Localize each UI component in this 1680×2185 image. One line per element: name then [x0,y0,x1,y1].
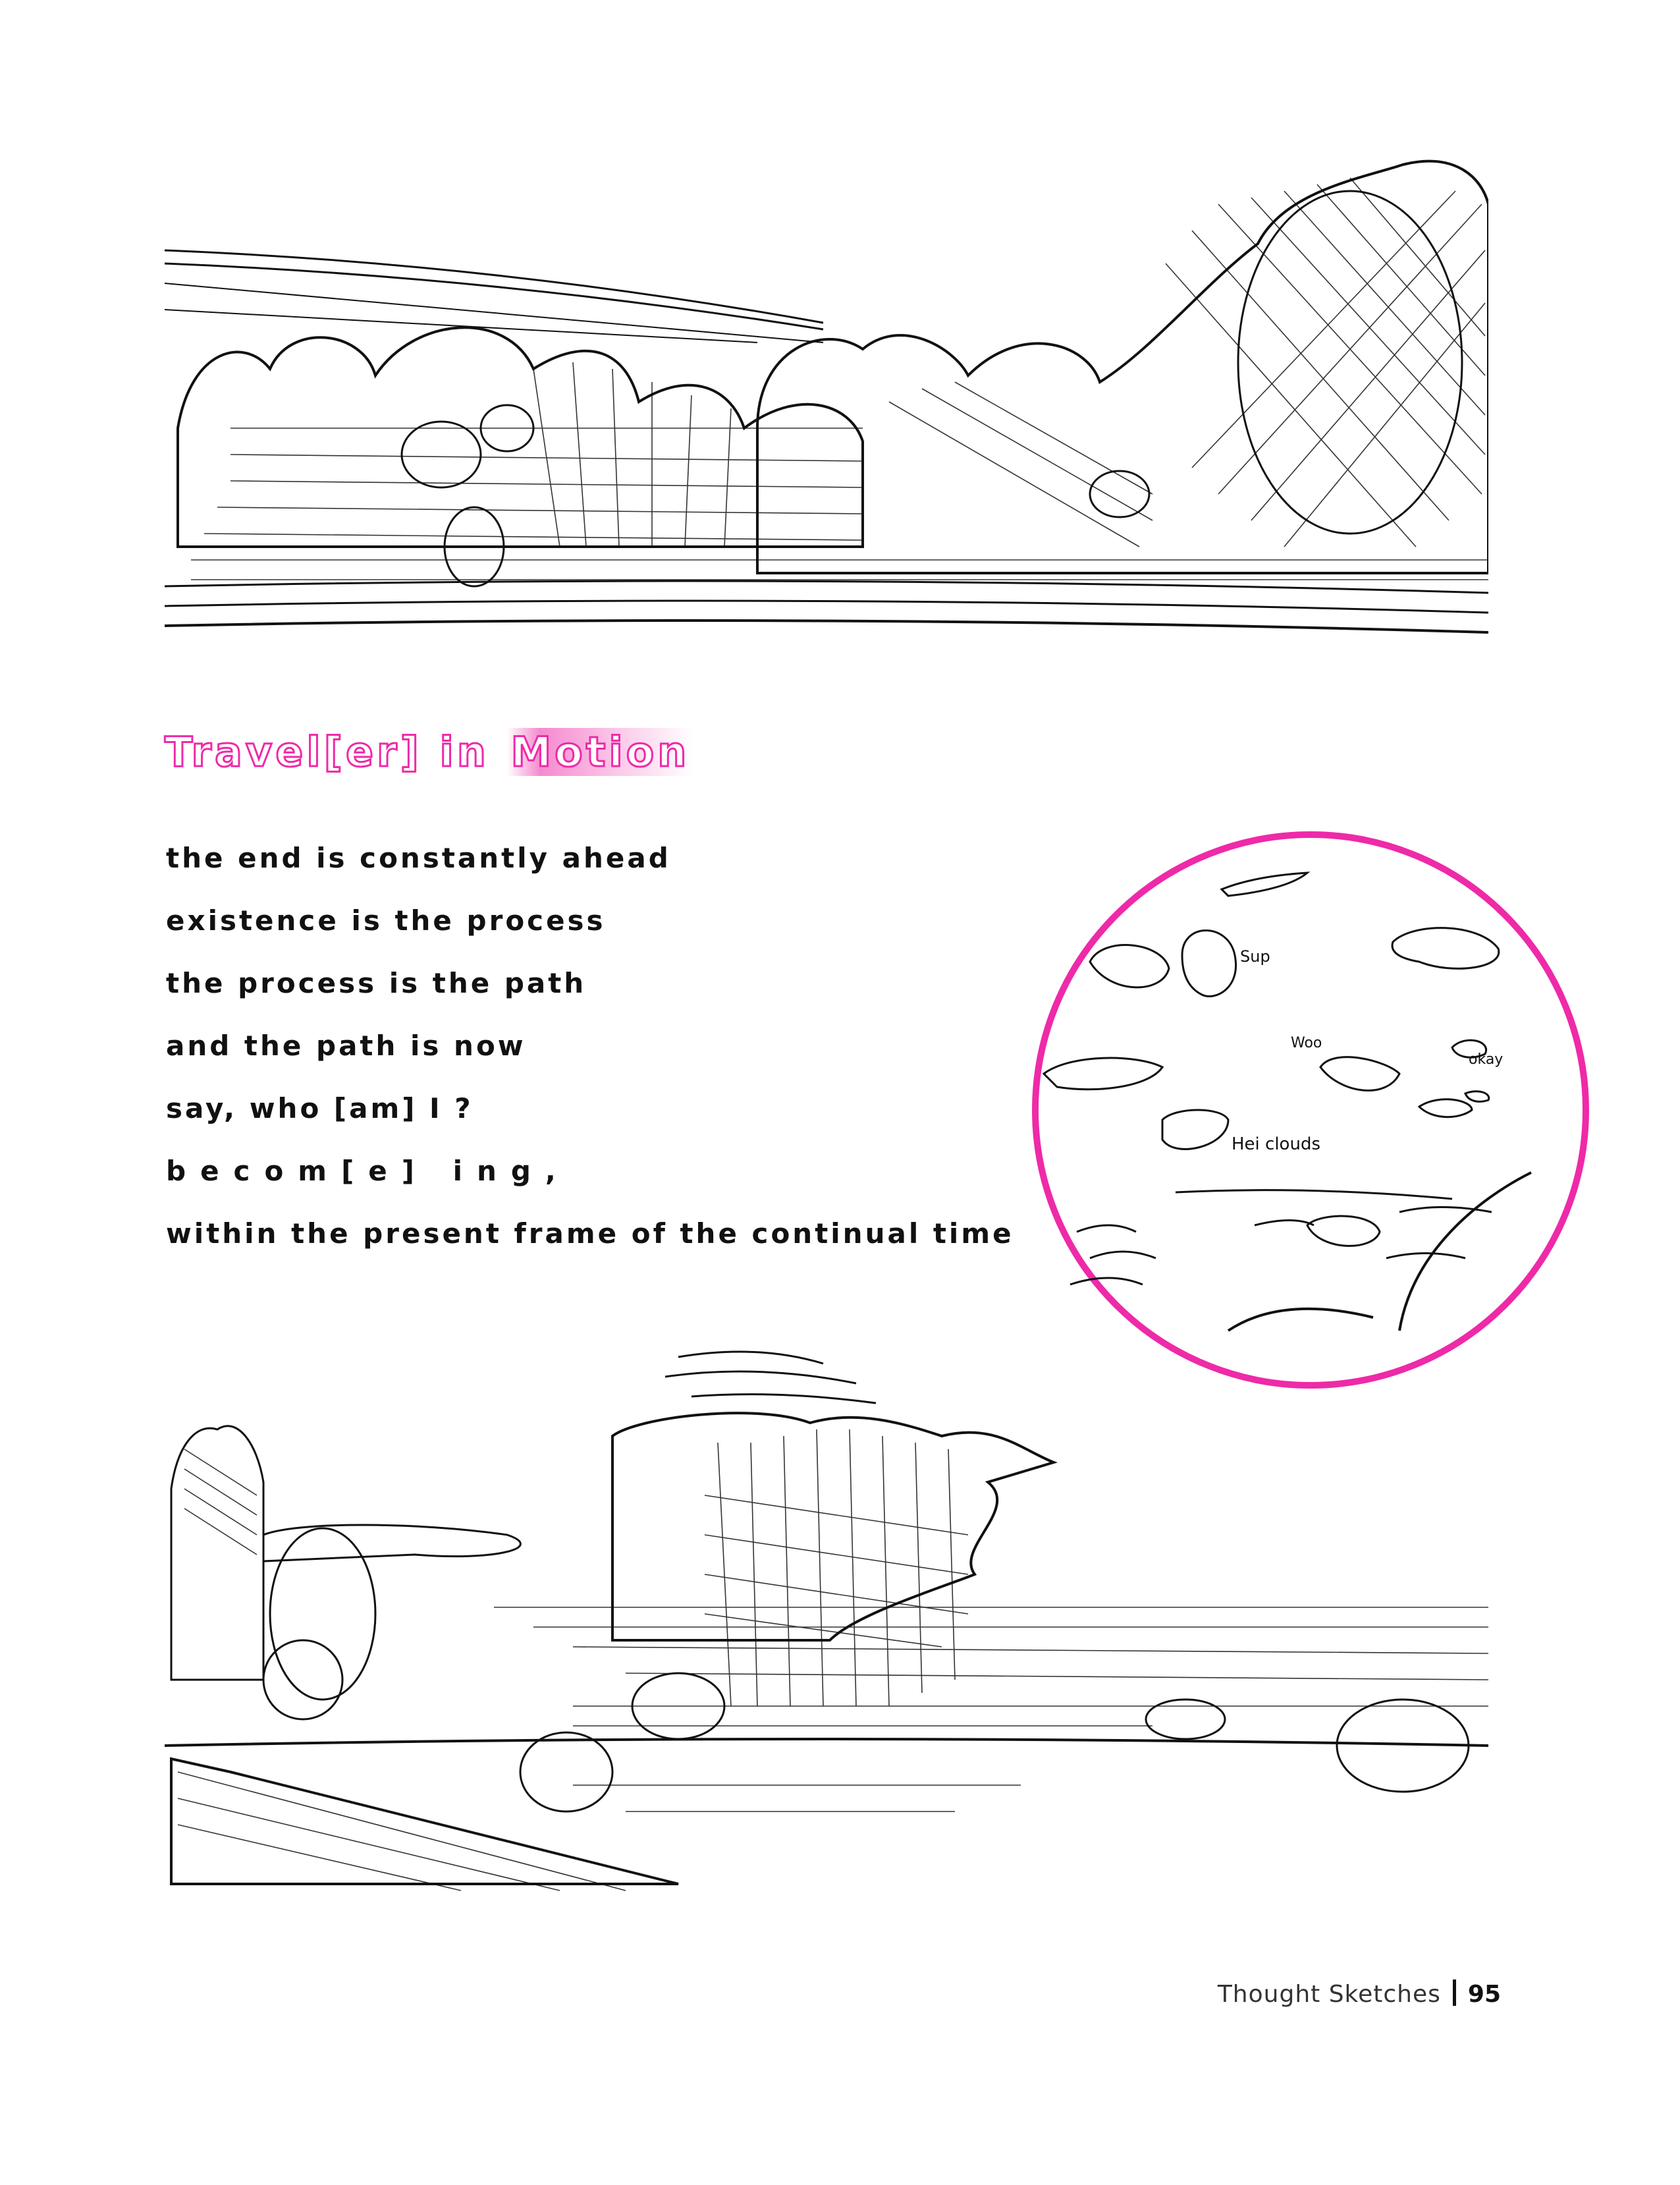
top-ink-sketch [165,152,1488,652]
poem-line: existence is the process [166,904,606,937]
poem-line: within the present frame of the continual time [166,1217,1014,1250]
page-title [165,728,693,776]
poem-line: the process is the path [166,967,587,999]
poem-line: the end is constantly ahead [166,842,671,874]
circle-label-sup: Sup [1240,947,1270,966]
circle-cloud-sketch [1031,830,1590,1390]
title-text: Travel[er] in [165,728,507,776]
poem-line: and the path is now [166,1030,526,1062]
poem [166,827,1014,1265]
footer-divider [1453,1979,1456,2006]
page-footer [1218,1979,1501,2008]
bottom-ink-sketch [165,1337,1488,1910]
circle-label-hei: Hei clouds [1232,1134,1320,1154]
circle-label-woo: Woo [1291,1035,1322,1051]
circle-label-okay: okay [1469,1051,1504,1068]
title-highlight-text: Motion [506,728,693,776]
footer-section-title: Thought Sketches [1217,1981,1441,2008]
poem-line: say, who [am] I ? [166,1092,474,1124]
poem-line: becom[e] ing, [166,1155,570,1187]
page-number: 95 [1467,1981,1501,2008]
